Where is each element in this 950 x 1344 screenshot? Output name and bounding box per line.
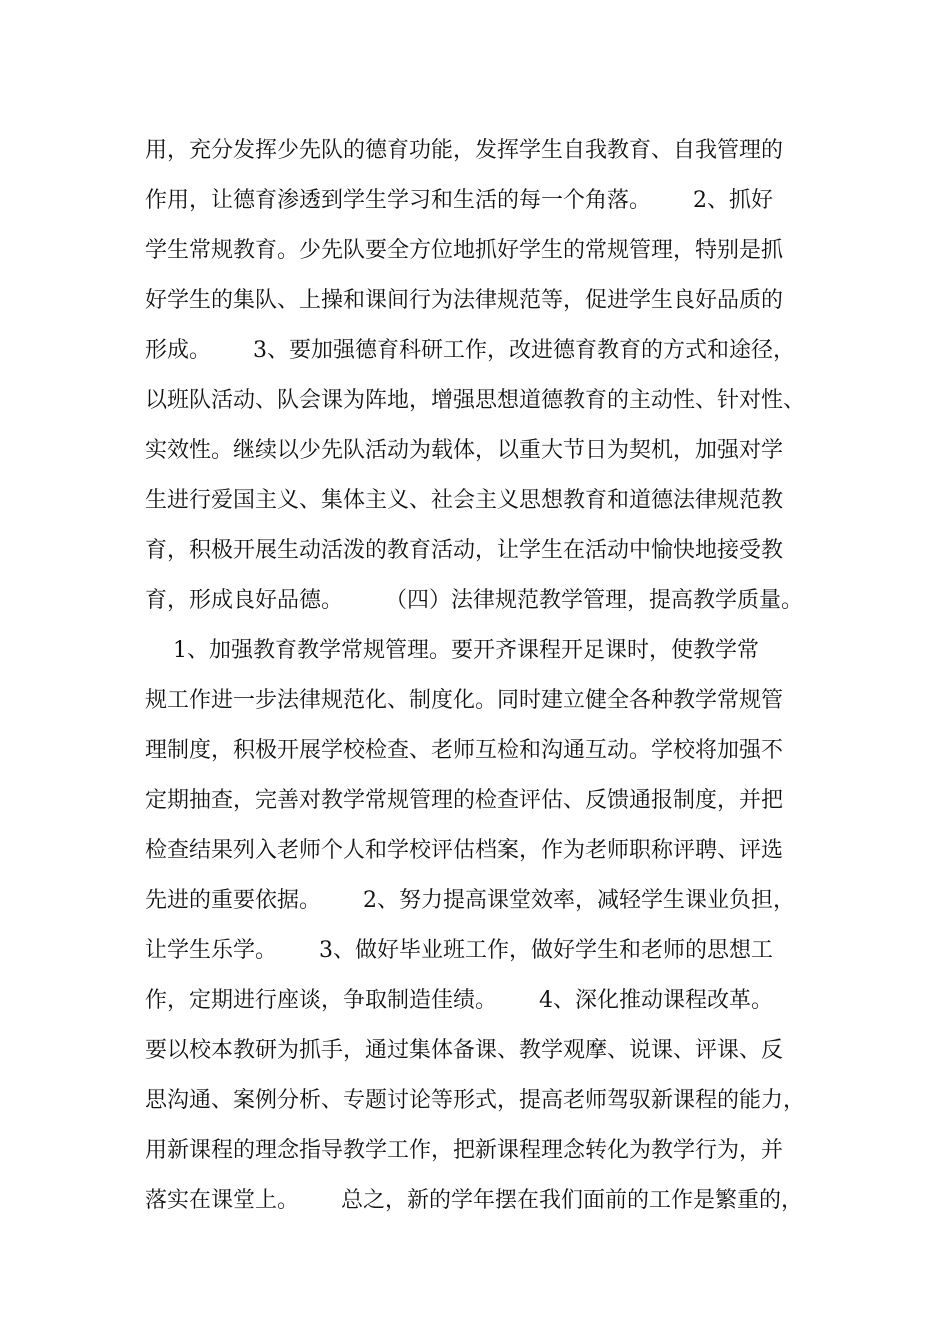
text-line: 用，充分发挥少先队的德育功能，发挥学生自我教育、自我管理的	[145, 138, 784, 163]
text-line: 育，积极开展生动活泼的教育活动，让学生在活动中愉快地接受教	[145, 538, 784, 563]
text-line: 作用，让德育渗透到学生学习和生活的每一个角落。 2、抓好	[145, 188, 773, 213]
text-line: 思沟通、案例分析、专题讨论等形式，提高老师驾驭新课程的能力，	[145, 1088, 806, 1113]
text-line: 1、加强教育教学常规管理。要开齐课程开足课时，使教学常	[145, 638, 759, 663]
text-line: 让学生乐学。 3、做好毕业班工作，做好学生和老师的思想工	[145, 938, 773, 963]
text-line: 好学生的集队、上操和课间行为法律规范等，促进学生良好品质的	[145, 288, 784, 313]
text-line: 育，形成良好品德。 （四）法律规范教学管理，提高教学质量。	[145, 588, 803, 613]
text-line: 理制度，积极开展学校检查、老师互检和沟通互动。学校将加强不	[145, 738, 784, 763]
text-line: 先进的重要依据。 2、努力提高课堂效率，减轻学生课业负担，	[145, 888, 795, 913]
text-line: 形成。 3、要加强德育科研工作，改进德育教育的方式和途径，	[145, 338, 795, 363]
text-line: 以班队活动、队会课为阵地，增强思想道德教育的主动性、针对性、	[145, 388, 806, 413]
text-line: 实效性。继续以少先队活动为载体，以重大节日为契机，加强对学	[145, 438, 784, 463]
text-line: 生进行爱国主义、集体主义、社会主义思想教育和道德法律规范教	[145, 488, 784, 513]
text-line: 检查结果列入老师个人和学校评估档案，作为老师职称评聘、评选	[145, 838, 784, 863]
text-line: 用新课程的理念指导教学工作，把新课程理念转化为教学行为，并	[145, 1138, 784, 1163]
text-line: 落实在课堂上。 总之，新的学年摆在我们面前的工作是繁重的，	[145, 1188, 803, 1213]
text-line: 规工作进一步法律规范化、制度化。同时建立健全各种教学常规管	[145, 688, 784, 713]
text-line: 定期抽查，完善对教学常规管理的检查评估、反馈通报制度，并把	[145, 788, 784, 813]
text-line: 要以校本教研为抓手，通过集体备课、教学观摩、说课、评课、反	[145, 1038, 784, 1063]
text-line: 作，定期进行座谈，争取制造佳绩。 4、深化推动课程改革。	[145, 988, 773, 1013]
text-line: 学生常规教育。少先队要全方位地抓好学生的常规管理，特别是抓	[145, 238, 784, 263]
